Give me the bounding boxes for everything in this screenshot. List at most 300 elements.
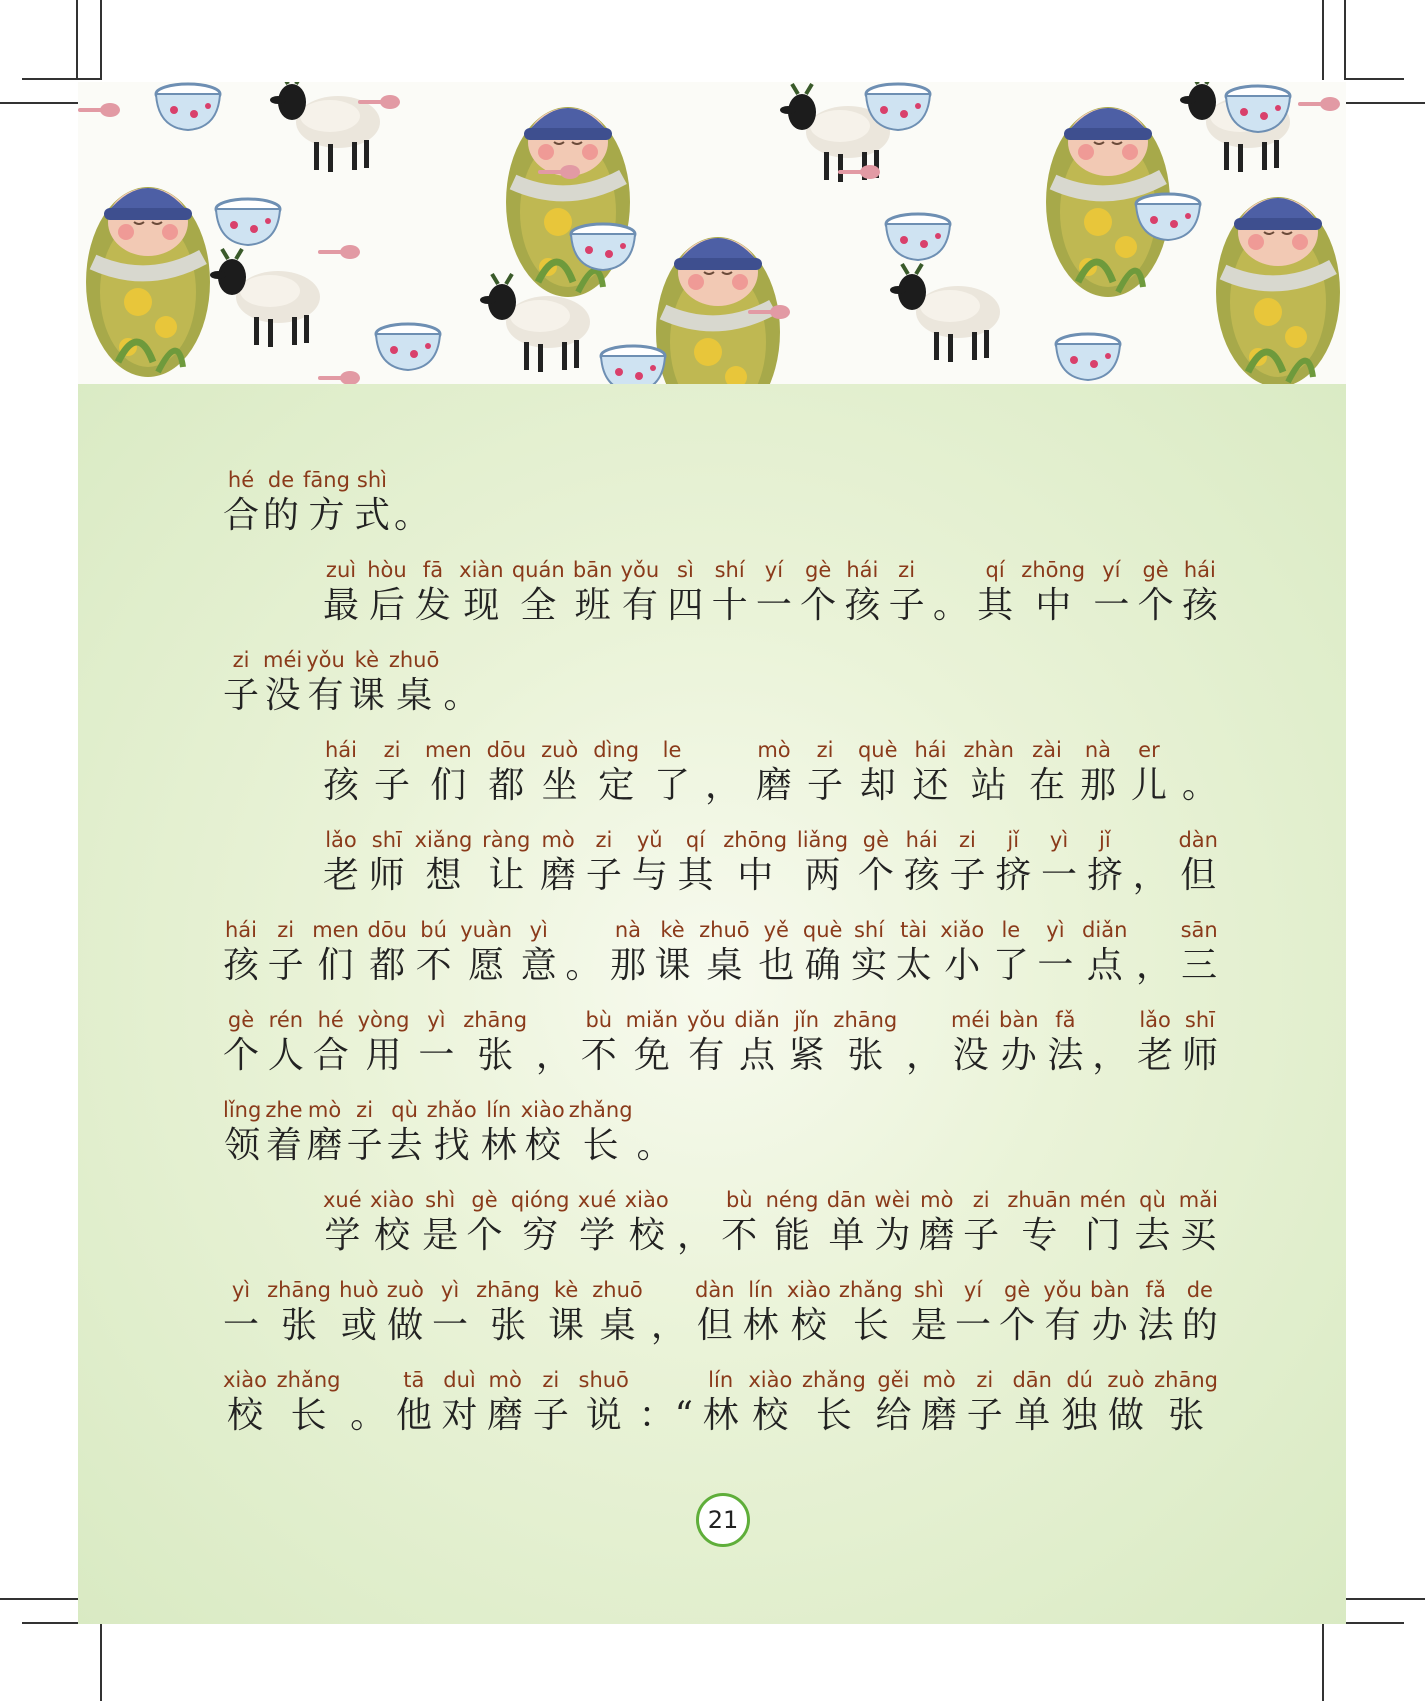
pinyin-character — [1041, 826, 1077, 898]
hanzi: 方 — [308, 495, 345, 536]
pinyin: mò — [920, 1188, 954, 1212]
hanzi: 子 — [223, 675, 260, 716]
pinyin-character — [354, 466, 390, 538]
pinyin: ràng — [482, 828, 531, 852]
pinyin-character — [800, 556, 836, 628]
hanzi: 张 — [1168, 1395, 1205, 1436]
hanzi: 长 — [290, 1395, 327, 1436]
hanzi: 一 — [432, 1305, 469, 1346]
hanzi: 中 — [737, 855, 774, 896]
hanzi: 他 — [395, 1395, 432, 1436]
pinyin: zi — [356, 1098, 374, 1122]
pinyin-character — [1134, 1186, 1170, 1258]
pinyin: yì — [529, 918, 548, 942]
hanzi: 挤 — [1086, 855, 1123, 896]
pinyin: zi — [898, 558, 916, 582]
pinyin-character — [268, 1006, 304, 1078]
pinyin: zuò — [541, 738, 579, 762]
pinyin-character — [581, 1006, 617, 1078]
hanzi: 子 — [346, 1125, 383, 1166]
pinyin: zi — [972, 1188, 990, 1212]
pinyin: jǐn — [794, 1008, 820, 1032]
pinyin: zhǎng — [838, 1278, 903, 1302]
hanzi: 磨 — [756, 765, 793, 806]
pinyin-character — [463, 1006, 527, 1078]
pinyin: hé — [227, 468, 255, 492]
pinyin-character — [919, 1186, 955, 1258]
hanzi: 桌 — [396, 675, 433, 716]
hanzi: 有 — [688, 1035, 725, 1076]
pinyin: xué — [323, 1188, 362, 1212]
pinyin: quán — [511, 558, 565, 582]
pinyin: zhōng — [1021, 558, 1086, 582]
pinyin: qióng — [510, 1188, 570, 1212]
text-line — [223, 1366, 1218, 1438]
hanzi: 长 — [852, 1305, 889, 1346]
pinyin-character — [389, 646, 440, 718]
hanzi: 与 — [631, 855, 668, 896]
hanzi: 。 — [565, 945, 602, 986]
hanzi: 张 — [281, 1305, 318, 1346]
pinyin-character — [1093, 556, 1129, 628]
pinyin-character — [639, 1366, 693, 1438]
pinyin: zi — [816, 738, 834, 762]
hanzi: 个 — [223, 1035, 260, 1076]
pinyin: gè — [805, 558, 832, 582]
pinyin: yǒu — [306, 648, 345, 672]
pinyin: qí — [985, 558, 1005, 582]
hanzi: 现 — [463, 585, 500, 626]
hanzi: 紧 — [788, 1035, 825, 1076]
pinyin-character — [999, 1276, 1035, 1348]
hanzi: 磨 — [921, 1395, 958, 1436]
hanzi: ， — [676, 1215, 713, 1256]
hanzi: ， — [650, 1305, 687, 1346]
hanzi: 但 — [1180, 855, 1217, 896]
pinyin-character — [263, 646, 302, 718]
pinyin-character — [460, 916, 512, 988]
hanzi: 十 — [711, 585, 748, 626]
text-line — [223, 1006, 1218, 1078]
pinyin: dān — [1012, 1368, 1052, 1392]
pinyin-character — [687, 1006, 726, 1078]
hanzi: 校 — [790, 1305, 827, 1346]
hanzi: 个 — [466, 1215, 503, 1256]
pinyin-character — [369, 826, 405, 898]
hanzi: 磨 — [540, 855, 577, 896]
pinyin-character — [1080, 1186, 1127, 1258]
pinyin: shí — [853, 918, 885, 942]
pinyin-character — [569, 1096, 633, 1168]
hanzi: 们 — [317, 945, 354, 986]
pinyin-character — [625, 1186, 669, 1258]
pinyin: zhǎo — [426, 1098, 477, 1122]
pinyin-character — [626, 1006, 678, 1078]
pinyin-character — [699, 916, 750, 988]
hanzi: 学 — [324, 1215, 361, 1256]
pinyin: wèi — [874, 1188, 911, 1212]
crop-mark — [1322, 0, 1324, 80]
pinyin: hái — [914, 738, 947, 762]
pinyin-character — [734, 1006, 779, 1078]
hanzi: 专 — [1021, 1215, 1058, 1256]
pinyin-character — [1179, 1186, 1218, 1258]
pinyin: jǐ — [1007, 828, 1020, 852]
pinyin-character — [705, 736, 741, 808]
pinyin-character — [632, 826, 668, 898]
hanzi: 老 — [323, 855, 360, 896]
pinyin-character — [1090, 1276, 1130, 1348]
pinyin: dú — [1066, 1368, 1093, 1392]
pinyin-character — [1082, 916, 1127, 988]
pinyin-character — [1047, 1006, 1083, 1078]
pinyin: xiào — [520, 1098, 565, 1122]
hanzi: 那 — [609, 945, 646, 986]
hanzi: 磨 — [306, 1125, 343, 1166]
hanzi: 个 — [857, 855, 894, 896]
crop-mark — [0, 1598, 80, 1600]
pinyin-character — [323, 736, 359, 808]
hanzi: 两 — [804, 855, 841, 896]
pinyin-character — [1043, 1276, 1082, 1348]
pinyin-character — [807, 736, 843, 808]
pinyin-character — [844, 556, 880, 628]
pinyin-character — [263, 466, 299, 538]
pinyin-character — [748, 1366, 792, 1438]
pinyin-character — [1021, 556, 1085, 628]
hanzi: 点 — [1086, 945, 1123, 986]
pinyin-character — [651, 1276, 687, 1348]
pinyin: rén — [268, 1008, 304, 1032]
hanzi: 了 — [992, 945, 1029, 986]
pinyin: shī — [371, 828, 402, 852]
pinyin-character — [1182, 1276, 1218, 1348]
hanzi: 办 — [1091, 1305, 1128, 1346]
pinyin: yì — [440, 1278, 460, 1302]
hanzi: 子 — [888, 585, 925, 626]
pinyin-character — [967, 1366, 1003, 1438]
pinyin-character — [347, 1096, 383, 1168]
pinyin-character — [851, 916, 887, 988]
crop-mark — [1344, 1598, 1425, 1600]
pinyin-character — [1182, 1006, 1218, 1078]
hanzi: 对 — [441, 1395, 478, 1436]
pinyin-character — [396, 1366, 432, 1438]
hanzi: 校 — [752, 1395, 789, 1436]
hanzi: 一 — [955, 1305, 992, 1346]
hanzi: 孩 — [223, 945, 260, 986]
hanzi: 用 — [365, 1035, 402, 1076]
hanzi: 去 — [386, 1125, 423, 1166]
hanzi: 点 — [739, 1035, 776, 1076]
pinyin-character — [756, 556, 792, 628]
hanzi: 着 — [265, 1125, 302, 1166]
hanzi: 单 — [828, 1215, 865, 1256]
pinyin: mǎi — [1178, 1188, 1218, 1212]
pinyin-character — [1137, 1006, 1173, 1078]
pinyin-character — [548, 1276, 584, 1348]
pinyin: huò — [339, 1278, 379, 1302]
hanzi: 学 — [579, 1215, 616, 1256]
pinyin-character — [307, 1096, 343, 1168]
pinyin: zuò — [386, 1278, 424, 1302]
pinyin-character — [306, 646, 345, 718]
pinyin: xiǎo — [940, 918, 985, 942]
pinyin: sān — [1180, 918, 1218, 942]
pinyin: zhuān — [1007, 1188, 1072, 1212]
hanzi: 给 — [875, 1395, 912, 1436]
pinyin-character — [277, 1366, 341, 1438]
pinyin: yǒu — [1043, 1278, 1082, 1302]
pinyin-character — [323, 826, 359, 898]
pinyin: lǎo — [325, 828, 357, 852]
pinyin: zi — [595, 828, 613, 852]
crop-mark — [1322, 1624, 1324, 1701]
pinyin: dàn — [695, 1278, 735, 1302]
pinyin-character — [267, 1276, 331, 1348]
pinyin-character — [667, 556, 703, 628]
hanzi: 孩 — [844, 585, 881, 626]
pinyin-character — [268, 916, 304, 988]
pinyin: liǎng — [796, 828, 849, 852]
pinyin-character — [963, 1186, 999, 1258]
pinyin: jǐ — [1099, 828, 1111, 852]
pinyin: dān — [826, 1188, 867, 1212]
hanzi: ， — [1132, 855, 1169, 896]
pinyin-character — [313, 1006, 349, 1078]
pinyin-character — [723, 826, 787, 898]
pinyin: lín — [486, 1098, 512, 1122]
hanzi: 桌 — [706, 945, 743, 986]
pinyin-character — [933, 556, 969, 628]
crop-mark — [1344, 102, 1425, 104]
pinyin-character — [839, 1276, 903, 1348]
pinyin: xiào — [369, 1188, 414, 1212]
pinyin-character — [904, 826, 940, 898]
hanzi: 太 — [895, 945, 932, 986]
pinyin-character — [1131, 736, 1167, 808]
pinyin: hái — [1183, 558, 1216, 582]
pinyin: yǒu — [620, 558, 660, 582]
pinyin: men — [312, 918, 359, 942]
pinyin-character — [1181, 916, 1218, 988]
hanzi: 合 — [312, 1035, 349, 1076]
hanzi: 是 — [910, 1305, 947, 1346]
hanzi: ：“ — [638, 1395, 693, 1436]
hanzi: 中 — [1035, 585, 1072, 626]
hanzi: ， — [1135, 945, 1172, 986]
pinyin: xiào — [786, 1278, 831, 1302]
crop-mark — [100, 1624, 102, 1701]
hanzi: 让 — [488, 855, 525, 896]
pinyin-character — [703, 1366, 739, 1438]
hanzi: 实 — [851, 945, 888, 986]
pinyin-character — [573, 556, 613, 628]
pinyin-character — [999, 1006, 1039, 1078]
pinyin: yì — [231, 1278, 251, 1302]
hanzi: 林 — [742, 1305, 779, 1346]
hanzi: 的 — [263, 495, 300, 536]
pinyin-character — [1182, 736, 1218, 808]
pinyin-character — [541, 736, 578, 808]
pinyin: shì — [913, 1278, 944, 1302]
hanzi: 都 — [369, 945, 406, 986]
pinyin: diǎn — [734, 1008, 780, 1032]
hanzi: 定 — [598, 765, 635, 806]
pinyin-character — [350, 1366, 386, 1438]
hanzi: 法 — [1137, 1305, 1174, 1346]
pinyin-character — [223, 1006, 259, 1078]
pinyin: hái — [225, 918, 258, 942]
hanzi: 们 — [430, 765, 467, 806]
pinyin-character — [827, 1186, 867, 1258]
pinyin: yǒu — [686, 1008, 726, 1032]
pinyin: méi — [950, 1008, 991, 1032]
pinyin-character — [803, 916, 843, 988]
pinyin-character — [949, 826, 985, 898]
pinyin-character — [1178, 826, 1218, 898]
pinyin: zi — [959, 828, 976, 852]
hanzi: 买 — [1180, 1215, 1217, 1256]
pinyin-character — [621, 556, 660, 628]
story-panel — [78, 384, 1346, 1624]
pinyin: què — [802, 918, 843, 942]
hanzi: ， — [906, 1035, 943, 1076]
pinyin-character — [418, 1006, 454, 1078]
pinyin-character — [789, 1006, 825, 1078]
pinyin: shuō — [578, 1368, 629, 1392]
hanzi: 一 — [1093, 585, 1130, 626]
pinyin-character — [677, 826, 713, 898]
hanzi: 坐 — [541, 765, 578, 806]
pinyin: zài — [1032, 738, 1062, 762]
hanzi: 子 — [532, 1395, 569, 1436]
crop-mark — [1344, 0, 1346, 80]
pinyin-character — [476, 1276, 540, 1348]
pinyin-character — [339, 1276, 378, 1348]
pinyin: zi — [277, 918, 295, 942]
pinyin: bàn — [999, 1008, 1039, 1032]
hanzi: 。 — [636, 1125, 673, 1166]
hanzi: 去 — [1134, 1215, 1171, 1256]
pinyin: zhuō — [592, 1278, 643, 1302]
pinyin-character — [482, 826, 530, 898]
pinyin: mò — [757, 738, 791, 762]
pinyin-character — [593, 736, 639, 808]
pinyin-character — [394, 466, 430, 538]
pinyin: fǎ — [1055, 1008, 1076, 1032]
hanzi: 那 — [1079, 765, 1116, 806]
hanzi: 一 — [1037, 945, 1074, 986]
pinyin: kè — [553, 1278, 579, 1302]
pinyin: yí — [1102, 558, 1121, 582]
pinyin: mò — [541, 828, 575, 852]
pinyin: dōu — [367, 918, 407, 942]
pinyin-character — [940, 916, 984, 988]
hanzi: 个 — [800, 585, 837, 626]
hanzi: 做 — [387, 1305, 424, 1346]
hanzi: 做 — [1107, 1395, 1144, 1436]
pinyin-character — [586, 826, 622, 898]
hanzi: 都 — [488, 765, 525, 806]
pinyin-character — [441, 1366, 477, 1438]
pinyin: zi — [542, 1368, 560, 1392]
pinyin-character — [427, 1096, 477, 1168]
crop-mark — [100, 0, 102, 80]
pinyin: yì — [1049, 828, 1069, 852]
hanzi: 的 — [1181, 1305, 1218, 1346]
pinyin: gè — [227, 1008, 255, 1032]
pinyin-character — [533, 1366, 569, 1438]
pinyin: qù — [1139, 1188, 1166, 1212]
pinyin: sì — [677, 558, 694, 582]
pinyin-character — [787, 1276, 831, 1348]
hanzi: 班 — [574, 585, 611, 626]
text-line — [323, 1186, 1218, 1258]
hanzi: 小 — [944, 945, 981, 986]
pinyin: diǎn — [1082, 918, 1128, 942]
pinyin: men — [424, 738, 472, 762]
hanzi: 却 — [859, 765, 896, 806]
pinyin: xiào — [624, 1188, 669, 1212]
hanzi: 磨 — [487, 1395, 524, 1436]
pinyin: xué — [577, 1188, 617, 1212]
pinyin: fā — [422, 558, 444, 582]
pinyin: nà — [1084, 738, 1112, 762]
hanzi: 是 — [422, 1215, 459, 1256]
pinyin: yí — [963, 1278, 983, 1302]
hanzi: 子 — [963, 1215, 1000, 1256]
pinyin-character — [303, 466, 350, 538]
pinyin: gěi — [877, 1368, 910, 1392]
pinyin-character — [578, 1186, 617, 1258]
pinyin-character — [579, 1366, 629, 1438]
pinyin: yì — [1046, 918, 1065, 942]
pinyin-character — [1007, 1186, 1071, 1258]
pinyin-character — [416, 916, 452, 988]
pinyin-character — [358, 1006, 410, 1078]
pinyin: qù — [391, 1098, 418, 1122]
pinyin: zhǎng — [276, 1368, 341, 1392]
pinyin-character — [223, 1276, 259, 1348]
text-line — [223, 1276, 1218, 1348]
hanzi: 发 — [414, 585, 451, 626]
hanzi: 合 — [223, 495, 260, 536]
hanzi: 独 — [1061, 1395, 1098, 1436]
pinyin-character — [323, 1186, 362, 1258]
pinyin: de — [1186, 1278, 1213, 1302]
hanzi: 想 — [425, 855, 462, 896]
pinyin-character — [415, 826, 473, 898]
pinyin-character — [536, 1006, 572, 1078]
pinyin-character — [1107, 1366, 1144, 1438]
pattern-illustration — [78, 82, 1346, 384]
hanzi: 长 — [815, 1395, 852, 1436]
hanzi: 校 — [373, 1215, 410, 1256]
pinyin-character — [467, 1186, 503, 1258]
pinyin-character — [223, 916, 259, 988]
pinyin: lín — [708, 1368, 734, 1392]
pinyin: hòu — [367, 558, 407, 582]
hanzi: 还 — [912, 765, 949, 806]
hanzi: 不 — [721, 1215, 758, 1256]
pinyin: tā — [403, 1368, 425, 1392]
hanzi: 张 — [477, 1035, 514, 1076]
pinyin-character — [758, 916, 794, 988]
pinyin: zhāng — [1154, 1368, 1218, 1392]
pinyin-character — [1154, 1366, 1218, 1438]
pinyin: zhāng — [267, 1278, 331, 1302]
